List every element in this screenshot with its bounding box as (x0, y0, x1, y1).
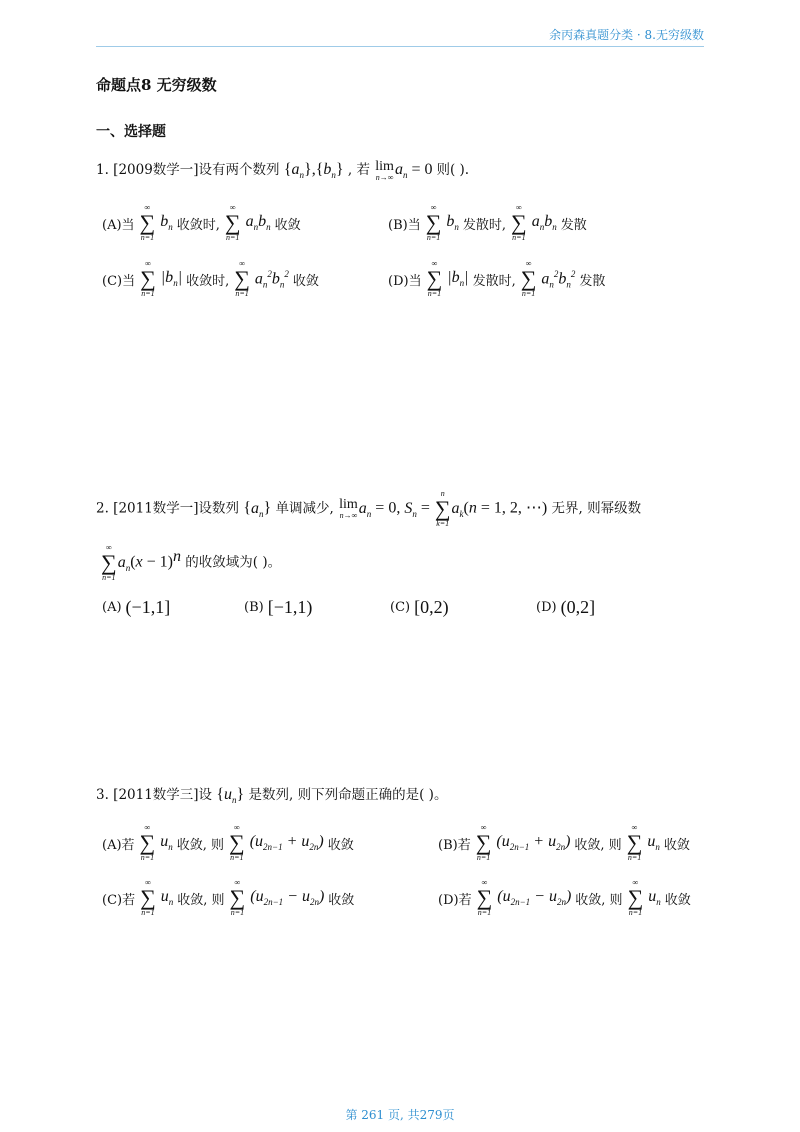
q2-option-b[interactable]: (B) [−1,1) (244, 597, 313, 617)
q2-option-c[interactable]: (C) [0,2) (390, 597, 449, 617)
q2-option-d[interactable]: (D) (0,2] (536, 597, 596, 617)
page-title: 命题点8 无穷级数 (96, 76, 217, 94)
question-1-stem: 1. [2009数学一]设有两个数列 $\{a_n\},\{b_n\}$ , 若 lim n→∞ $a_n = 0$ 则( ). (96, 158, 470, 182)
q3-option-c[interactable]: (C)若 ∞ ∑ n=1 $u_n$ 收敛, 则 ∞ ∑ n=1 $(u_{2n-1} - u_{2n})$ 收敛 (102, 878, 355, 917)
question-2-stem-cont: ∞ ∑ n=1 $a_n(x - 1)^n$ 的收敛域为( )。 (101, 543, 282, 582)
q1-option-d[interactable]: (D)当 ∞ ∑ n=1 $|b_n|$ 发散时, ∞ ∑ n=1 $a_n^2b_n^2$ 发散 (388, 259, 606, 298)
q1-option-b[interactable]: (B)当 ∞ ∑ n=1 $b_n$ 发散时, ∞ ∑ n=1 $a_nb_n$ 发散 (388, 203, 587, 242)
section-heading: 一、选择题 (96, 124, 166, 140)
q3-option-b[interactable]: (B)若 ∞ ∑ n=1 $(u_{2n-1} + u_{2n})$ 收敛, 则 ∞ ∑ n=1 $u_n$ 收敛 (438, 823, 690, 862)
q3-option-a[interactable]: (A)若 ∞ ∑ n=1 $u_n$ 收敛, 则 ∞ ∑ n=1 $(u_{2n-1} + u_{2n})$ 收敛 (102, 823, 354, 862)
q1-option-c[interactable]: (C)当 ∞ ∑ n=1 $|b_n|$ 收敛时, ∞ ∑ n=1 $a_n^2b_n^2$ 收敛 (102, 259, 319, 298)
q3-option-d[interactable]: (D)若 ∞ ∑ n=1 $(u_{2n-1} - u_{2n})$ 收敛, 则 ∞ ∑ n=1 $u_n$ 收敛 (438, 878, 691, 917)
q1-option-a[interactable]: (A)当 ∞ ∑ n=1 $b_n$ 收敛时, ∞ ∑ n=1 $a_nb_n$ 收敛 (102, 203, 301, 242)
question-2-stem: 2. [2011数学一]设数列 $\{a_n\}$ 单调减少, lim n→∞ $a_n = 0$, $S_n$ = n ∑ k=1 $a_k(n = 1$, 2, ⋯) 无界, 则幂级数 (96, 489, 642, 528)
page-header: 余丙森真题分类 · 8.无穷级数 (96, 26, 704, 47)
q2-option-a[interactable]: (A) (−1,1] (102, 597, 171, 617)
question-3-stem: 3. [2011数学三]设 $\{u_n\}$ 是数列, 则下列命题正确的是( )。 (96, 786, 448, 806)
page-footer: 第 261 页, 共279页 (345, 1108, 455, 1122)
